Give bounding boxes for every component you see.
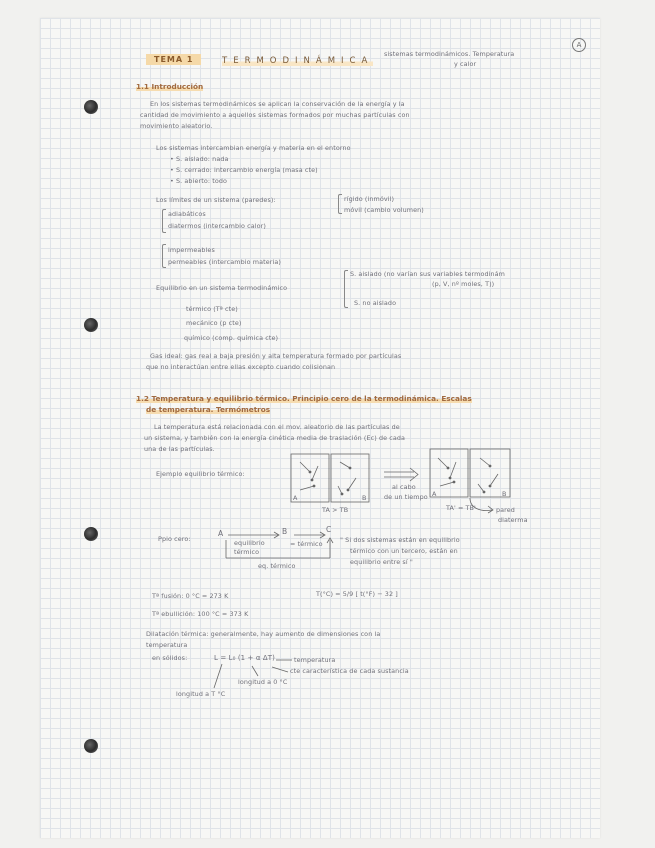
text-line: La temperatura está relacionada con el mov. aleatorio de las partículas de bbox=[154, 423, 400, 431]
formula-note: longitud a T °C bbox=[176, 690, 226, 698]
subtitle-cont: y calor bbox=[454, 60, 477, 68]
list-item: permeables (intercambio materia) bbox=[168, 258, 281, 266]
zero-eq2: = térmico bbox=[290, 540, 323, 548]
fusion-point: Tª fusión: 0 °C = 273 K bbox=[152, 592, 229, 600]
formula-note: longitud a 0 °C bbox=[238, 678, 288, 686]
text-line: movimiento aleatorio. bbox=[140, 122, 213, 130]
zero-statement: equilibrio entre sí " bbox=[350, 558, 413, 566]
section-heading: 1.1 Introducción bbox=[136, 82, 204, 91]
list-item: S. cerrado: intercambio energía (masa cte) bbox=[176, 166, 318, 174]
arrow-caption: de un tiempo bbox=[384, 493, 428, 501]
zero-eq1b: térmico bbox=[234, 548, 260, 556]
zero-statement: " Si dos sistemas están en equilibrio bbox=[340, 536, 460, 544]
zero-label: Ppio cero: bbox=[158, 535, 191, 543]
temp-equal: TA' = TB' bbox=[446, 504, 476, 512]
bullet-icon: • bbox=[170, 166, 174, 174]
list-item: S. no aislado bbox=[354, 299, 397, 307]
wall-caption: pared bbox=[496, 506, 515, 514]
node-b: B bbox=[282, 527, 288, 536]
temp-relation: TA > TB bbox=[322, 506, 349, 514]
example-label: Ejemplo equilibrio térmico: bbox=[156, 470, 245, 478]
text-line: Gas ideal: gas real a baja presión y alta temperatura formado por partículas bbox=[150, 352, 402, 360]
list-item: rígido (inmóvil) bbox=[344, 195, 395, 203]
wall-caption: diaterma bbox=[498, 516, 528, 524]
box-label: A bbox=[293, 494, 298, 502]
subtitle: sistemas termodinámicos. Temperatura bbox=[384, 50, 515, 58]
list-item: S. aislado: nada bbox=[176, 155, 229, 163]
text-line: una de las partículas. bbox=[144, 445, 215, 453]
ebullition-point: Tª ebullición: 100 °C = 373 K bbox=[152, 610, 249, 618]
list-item: S. abierto: todo bbox=[176, 177, 228, 185]
node-c: C bbox=[326, 525, 332, 534]
list-item: (p, V, nº moles, T)) bbox=[432, 280, 495, 288]
section-heading-cont: de temperatura. Termómetros bbox=[146, 405, 271, 414]
box-label: B bbox=[362, 494, 367, 502]
formula-note: temperatura bbox=[294, 656, 336, 664]
list-item: adiabáticos bbox=[168, 210, 206, 218]
conversion-formula: T(°C) = 5/9 [ t(°F) − 32 ] bbox=[316, 590, 398, 598]
formula-note: cte característica de cada sustancia bbox=[290, 667, 409, 675]
text-line: Los límites de un sistema (paredes): bbox=[156, 196, 276, 204]
list-item: diatermos (intercambio calor) bbox=[168, 222, 267, 230]
zero-eq3: eq. térmico bbox=[258, 562, 296, 570]
page-title: TERMODINÁMICA bbox=[222, 56, 374, 66]
text-line: Los sistemas intercambian energía y materia en el entorno bbox=[156, 144, 351, 152]
text-line: cantidad de movimiento a aquellos sistemas formados por muchas partículas con bbox=[140, 111, 410, 119]
text-line: Dilatación térmica: generalmente, hay aumento de dimensiones con la bbox=[146, 630, 381, 638]
tema-label: TEMA 1 bbox=[146, 54, 201, 65]
list-item: térmico (Tª cte) bbox=[186, 305, 238, 313]
list-item: impermeables bbox=[168, 246, 215, 254]
solids-label: en sólidos: bbox=[152, 654, 188, 662]
text-line: En los sistemas termodinámicos se aplican la conservación de la energía y la bbox=[150, 100, 405, 108]
list-item: químico (comp. química cte) bbox=[184, 334, 279, 342]
text-line: temperatura bbox=[146, 641, 188, 649]
bullet-icon: • bbox=[170, 155, 174, 163]
node-a: A bbox=[218, 529, 224, 538]
list-item: S. aislado (no varían sus variables termodinám bbox=[350, 270, 506, 278]
box-label: B bbox=[502, 490, 507, 498]
list-item: móvil (cambio volumen) bbox=[344, 206, 424, 214]
zero-statement: térmico con un tercero, están en bbox=[350, 547, 458, 555]
text-line: Equilibrio en un sistema termodinámico bbox=[156, 284, 288, 292]
arrow-caption: al cabo bbox=[392, 483, 416, 491]
section-heading: 1.2 Temperatura y equilibrio térmico. Principio cero de la termodinámica. Escalas bbox=[136, 394, 472, 403]
text-line: que no interactúan entre ellas excepto cuando colisionan bbox=[146, 363, 336, 371]
zero-eq1: equilibrio bbox=[234, 539, 265, 547]
page-marker: A bbox=[572, 38, 586, 52]
dilation-formula: L = L₀ (1 + α ΔT) bbox=[214, 654, 275, 662]
list-item: mecánico (p cte) bbox=[186, 319, 242, 327]
bullet-icon: • bbox=[170, 177, 174, 185]
text-line: un sistema, y también con la energía cinética media de traslación (Ec) de cada bbox=[144, 434, 406, 442]
box-label: A bbox=[432, 490, 437, 498]
